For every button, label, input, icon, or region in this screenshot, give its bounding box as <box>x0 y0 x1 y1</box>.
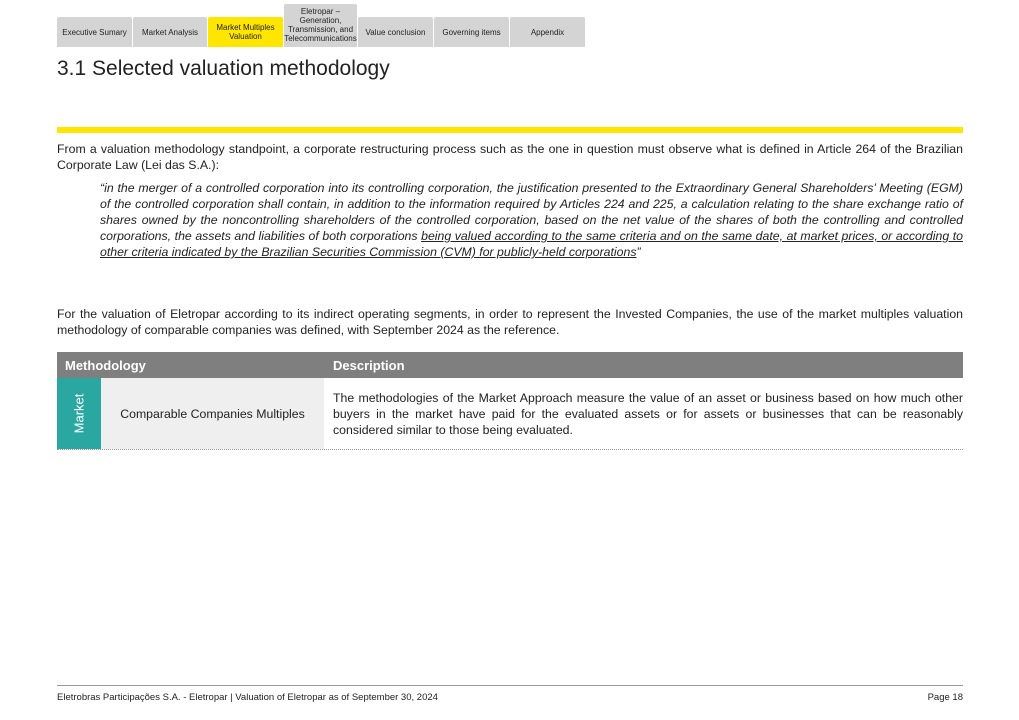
table-header <box>57 352 963 378</box>
header-methodology: Methodology <box>65 358 146 373</box>
tab-appendix[interactable]: Appendix <box>510 17 585 47</box>
footer-text: Eletrobras Participações S.A. - Eletropar | Valuation of Eletropar as of September 30, 2024 <box>57 692 438 703</box>
tab-market-analysis[interactable]: Market Analysis <box>133 17 207 47</box>
tab-executive-summary[interactable]: Executive Sumary <box>57 17 132 47</box>
law-quote <box>100 180 963 260</box>
methodology-cell: Comparable Companies Multiples <box>101 378 324 449</box>
methodology-table <box>57 352 963 450</box>
page-number: Page 18 <box>927 692 963 703</box>
description-cell: The methodologies of the Market Approach measure the value of an asset or business based on how much other buyers in the market have paid for the evaluated assets or for assets or businesses that can be reasonably considered similar to those being evaluated. <box>333 390 963 437</box>
quote-end: ” <box>636 245 641 259</box>
quote-text: “in the merger of a controlled corporation into its controlling corporation, the justification presented to the Extraordinary General Shareholders’ Meeting (EGM) of the controlled corporation shall contain, in addition to the information required by Articles 224 and 225, a calculation relating to the share exchange ratio of shares owned by the noncontrolling shareholders of the controlled corporation, based on the net value of the shares of both the controlling and controlled corporations, the assets and liabilities of both corporations <box>100 181 963 243</box>
tab-eletropar-segments[interactable]: Eletropar – Generation, Transmission, and Telecommunications <box>284 4 357 47</box>
quote-underlined-text: being valued according to the same criteria and on the same date, at market prices, or according to other criteria indicated by the Brazilian Securities Commission (CVM) for publicly-held corporations <box>100 229 963 259</box>
header-description: Description <box>333 358 405 373</box>
table-row <box>57 378 963 450</box>
footer-divider <box>57 685 963 686</box>
tab-governing-items[interactable]: Governing items <box>434 17 509 47</box>
tab-market-multiples-valuation[interactable]: Market Multiples Valuation <box>208 17 283 47</box>
intro-paragraph: From a valuation methodology standpoint, a corporate restructuring process such as the one in question must observe what is defined in Article 264 of the Brazilian Corporate Law (Lei das S.A.): <box>57 142 963 172</box>
tab-value-conclusion[interactable]: Value conclusion <box>358 17 433 47</box>
valuation-paragraph: For the valuation of Eletropar according to its indirect operating segments, in order to represent the Invested Companies, the use of the market multiples valuation methodology of comparable companies was defined, with September 2024 as the reference. <box>57 307 963 337</box>
title-divider <box>57 127 963 133</box>
market-side-label: Market <box>57 378 101 449</box>
page-title: 3.1 Selected valuation methodology <box>57 57 390 80</box>
